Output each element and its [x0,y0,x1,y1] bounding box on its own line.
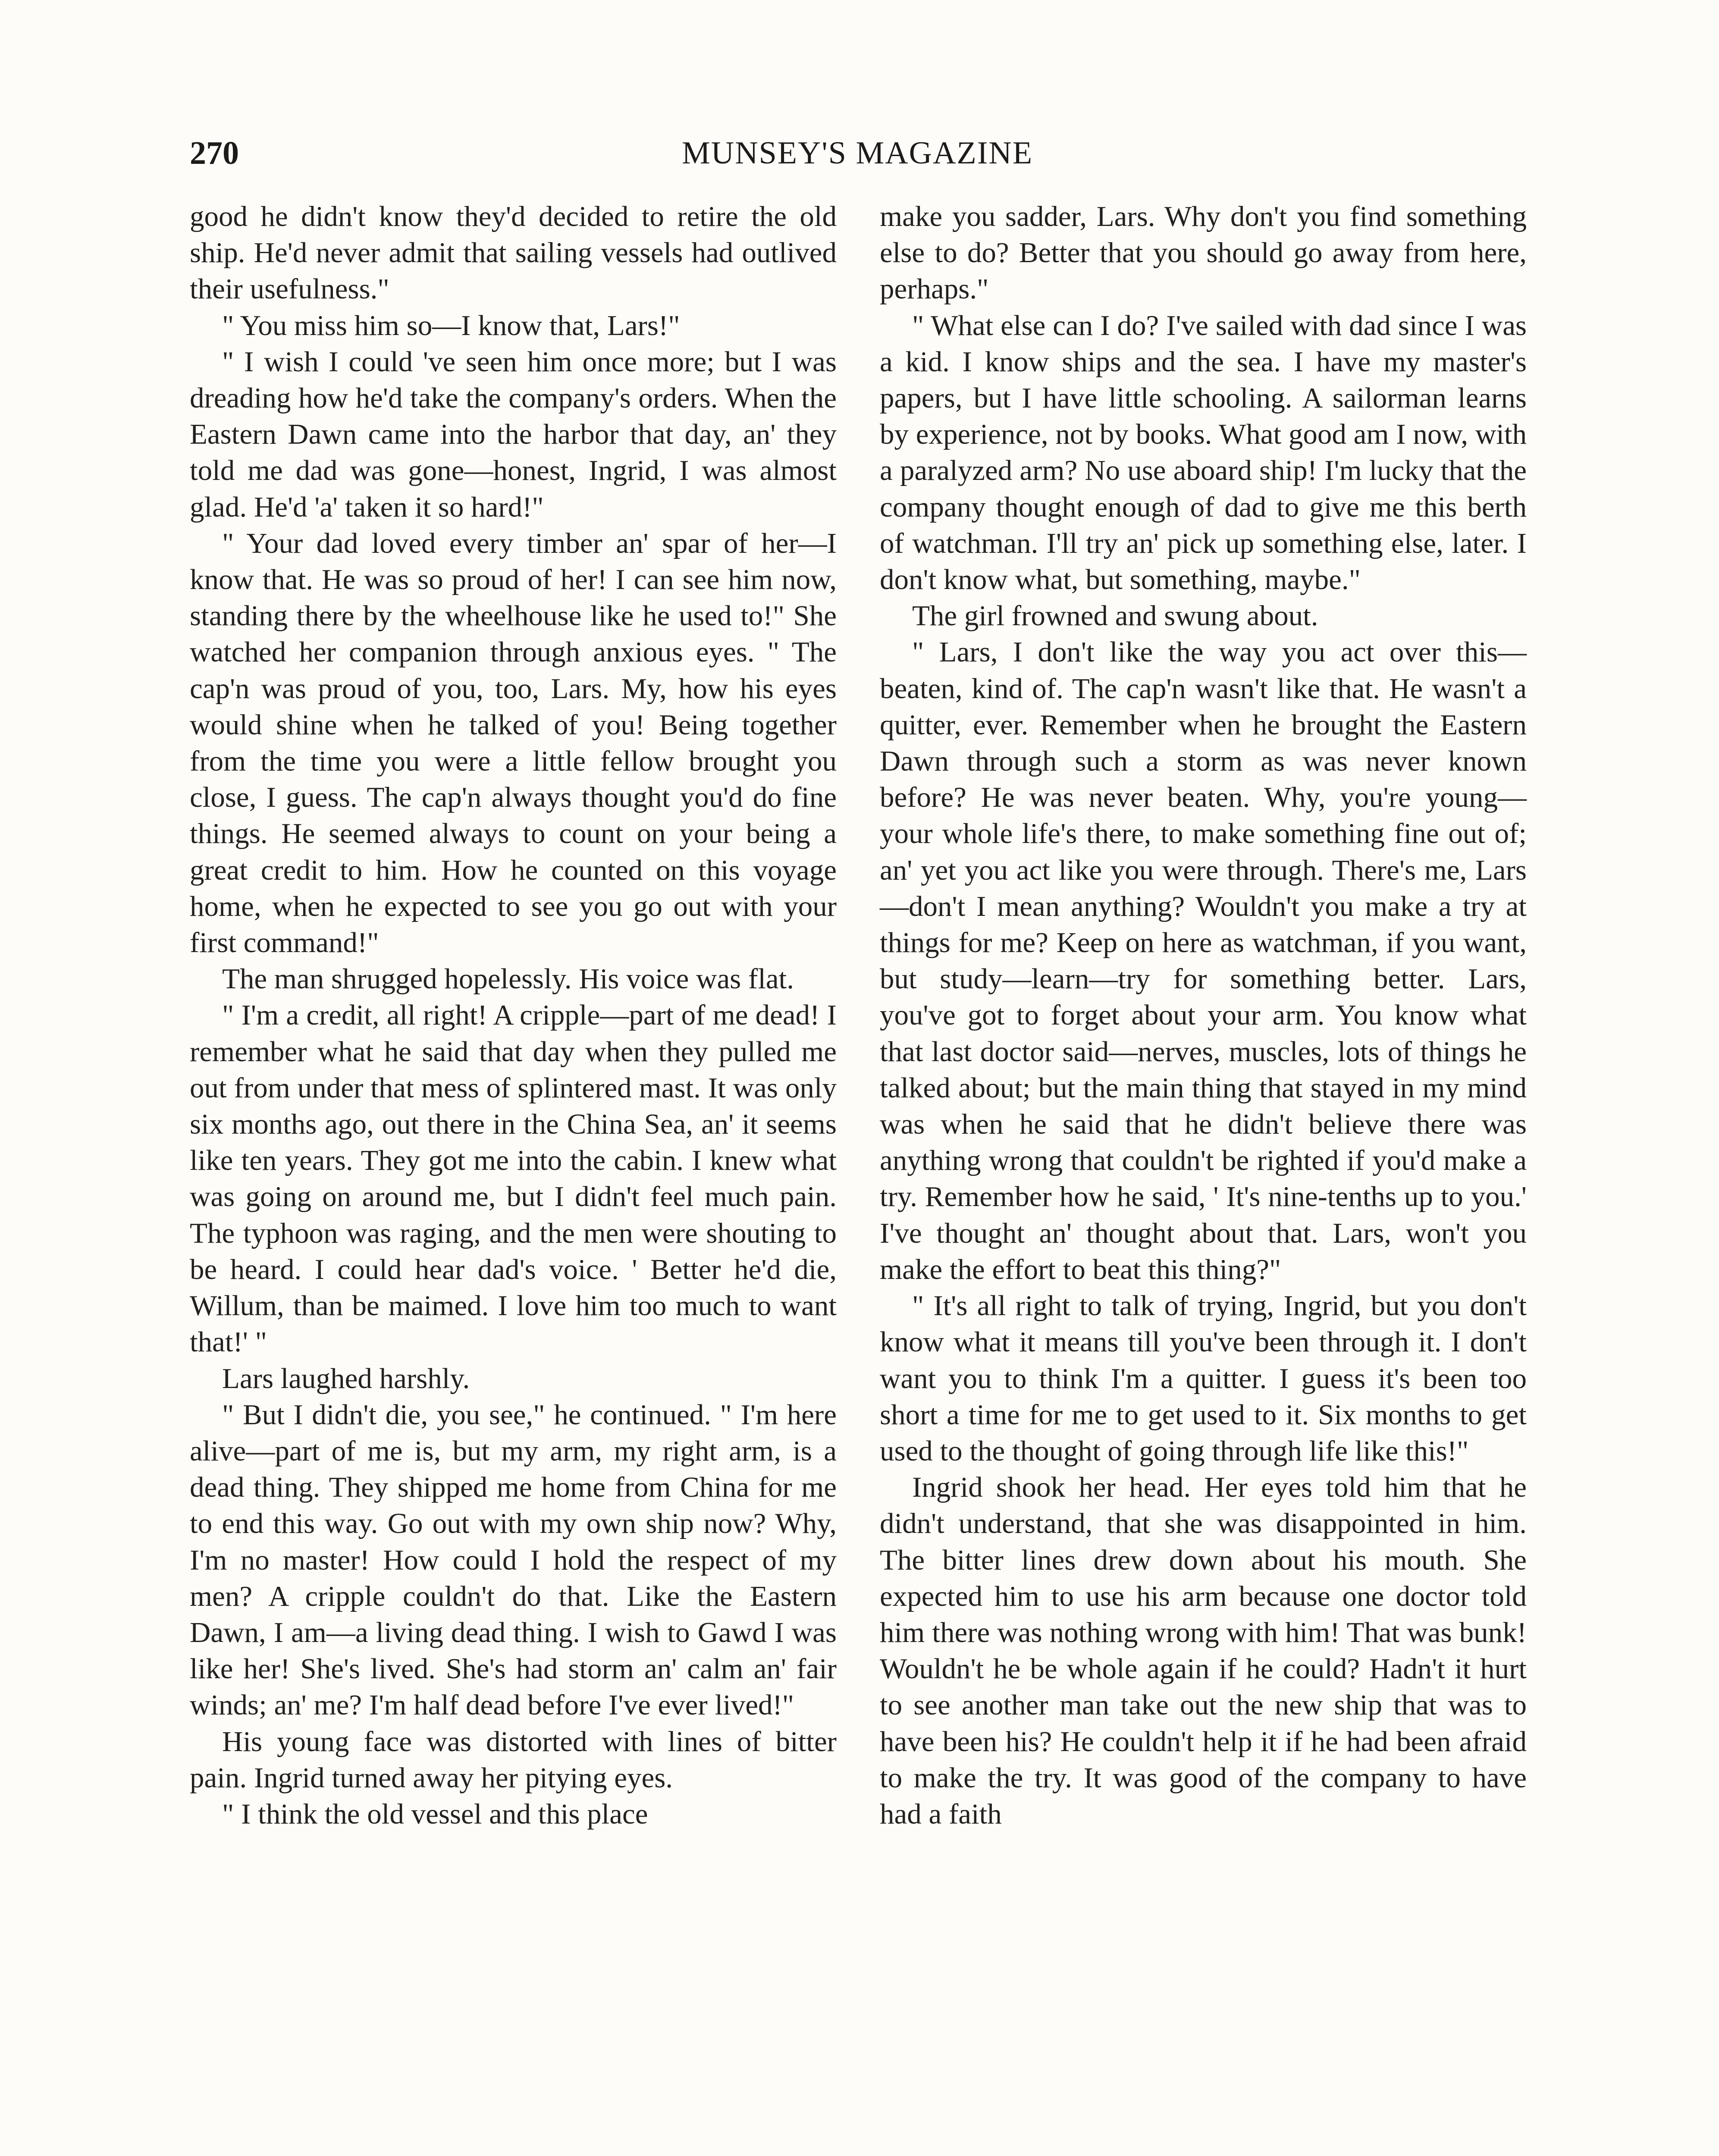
right-column [880,198,1527,2156]
paragraph: The girl frowned and swung about. [912,600,1318,632]
paragraph: " I wish I could 've seen him once more; but I was dreading how he'd take the company's orders. When the Eastern Dawn came into the harbor that day, an' they told me dad was gone—honest, Ingrid, I was almost glad. He'd 'a' taken it so hard!" [190,345,837,523]
paragraph: good he didn't know they'd decided to retire the old ship. He'd never admit that sailing vessels had outlived their usefulness." [190,201,837,305]
paragraph: The man shrugged hopelessly. His voice was flat. [222,963,794,995]
paragraph: " I think the old vessel and this place [222,1798,648,1830]
paragraph: " I'm a credit, all right! A cripple—part of me dead! I remember what he said that day when they pulled me out from under that mess of splintered mast. It was only six months ago, out there in the China Sea, an' it seems like ten years. They got me into the cabin. I knew what was going on around me, but I didn't feel much pain. The typhoon was raging, and the men were shouting to be heard. I could hear dad's voice. ' Better he'd die, Willum, than be maimed. I love him too much to want that!' " [190,999,837,1358]
paragraph: " What else can I do? I've sailed with dad since I was a kid. I know ships and the sea. I have my master's papers, but I have little schooling. A sailorman learns by experience, not by books. What good am I now, with a paralyzed arm? No use aboard ship! I'm lucky that the company thought enough of dad to give me this berth of watchman. I'll try an' pick up something else, later. I don't know what, but something, maybe." [880,309,1527,596]
left-column [190,198,837,2156]
running-title: MUNSEY'S MAGAZINE [681,135,1033,171]
page-header [190,129,1525,181]
paragraph: " It's all right to talk of trying, Ingrid, but you don't know what it means till you've been through it. I don't want you to think I'm a quitter. I guess it's been too short a time for me to get used to it. Six months to get used to the thought of going through life like this!" [880,1290,1527,1467]
text-columns [190,198,1527,2156]
paragraph: " But I didn't die, you see," he continued. " I'm here alive—part of me is, but my arm, my right arm, is a dead thing. They shipped me home from China for me to end this way. Go out with my own ship now? Why, I'm no master! How could I hold the respect of my men? A cripple couldn't do that. Like the Eastern Dawn, I am—a living dead thing. I wish to Gawd I was like her! She's lived. She's had storm an' calm an' fair winds; an' me? I'm half dead before I've ever lived!" [190,1398,837,1721]
paragraph: Lars laughed harshly. [222,1362,470,1395]
page-number: 270 [190,135,239,171]
paragraph: " Your dad loved every timber an' spar of her—I know that. He was so proud of her! I can see him now, standing there by the wheelhouse like he used to!" She watched her companion through anxious eyes. " The cap'n was proud of you, too, Lars. My, how his eyes would shine when he talked of you! Being together from the time you were a little fellow brought you close, I guess. The cap'n always thought you'd do fine things. He seemed always to count on your being a great credit to him. How he counted on this voyage home, when he expected to see you go out with your first command!" [190,527,837,959]
paragraph: make you sadder, Lars. Why don't you find something else to do? Better that you should go away from here, perhaps." [880,201,1527,305]
paragraph: Ingrid shook her head. Her eyes told him that he didn't understand, that she was disappointed in him. The bitter lines drew down about his mouth. She expected him to use his arm because one doctor told him there was nothing wrong with him! That was bunk! Wouldn't he be whole again if he could? Hadn't it hurt to see another man take out the new ship that was to have been his? He couldn't help it if he had been afraid to make the try. It was good of the company to have had a faith [880,1471,1527,1830]
paragraph: " You miss him so—I know that, Lars!" [222,309,680,342]
paragraph: " Lars, I don't like the way you act over this—beaten, kind of. The cap'n wasn't like that. He wasn't a quitter, ever. Remember when he brought the Eastern Dawn through such a storm as was never known before? He was never beaten. Why, you're young—your whole life's there, to make something fine out of; an' yet you act like you were through. There's me, Lars—don't I mean anything? Wouldn't you make a try at things for me? Keep on here as watchman, if you want, but study—learn—try for something better. Lars, you've got to forget about your arm. You know what that last doctor said—nerves, muscles, lots of things he talked about; but the main thing that stayed in my mind was when he said that he didn't believe there was anything wrong that couldn't be righted if you'd make a try. Remember how he said, ' It's nine-tenths up to you.' I've thought an' thought about that. Lars, won't you make the effort to beat this thing?" [880,636,1527,1285]
paragraph: His young face was distorted with lines of bitter pain. Ingrid turned away her pitying eyes. [190,1725,837,1794]
